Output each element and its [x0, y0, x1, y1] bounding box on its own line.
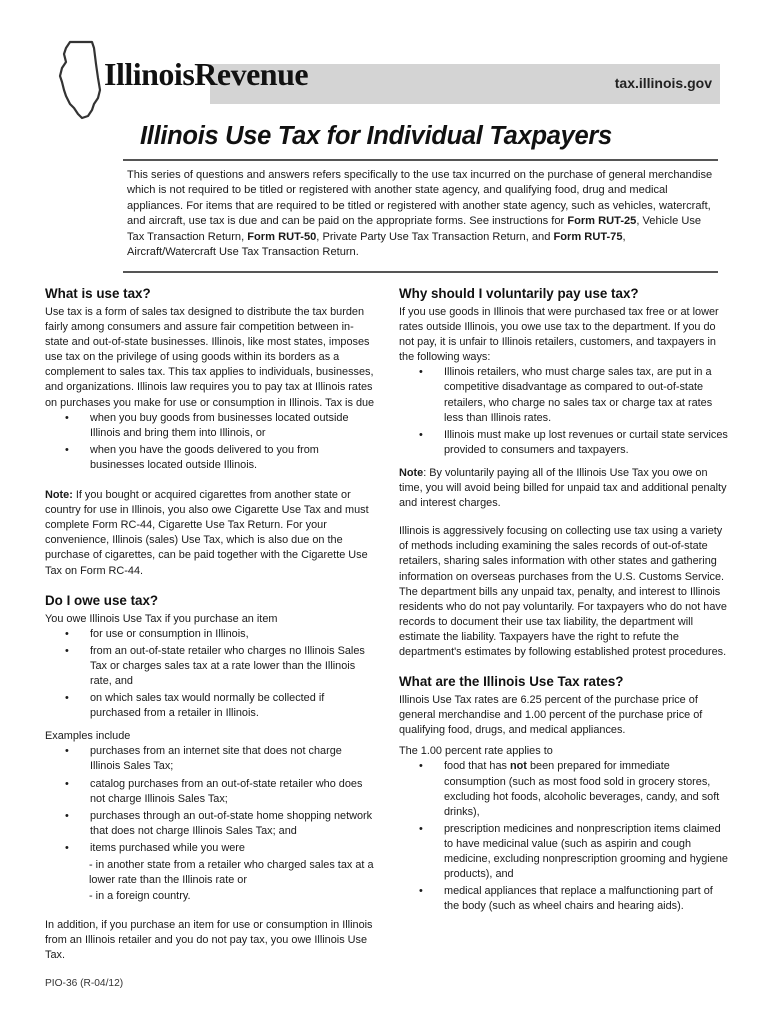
- owe-intro-text: You owe Illinois Use Tax if you purchase an item: [45, 612, 278, 625]
- sub-item: - in another state from a retailer who charged sales tax at a lower rate than the Illinois rate or: [89, 859, 374, 887]
- voluntary-note: [399, 466, 729, 511]
- additional-info-text: In addition, if you purchase an item for use or consumption in Illinois from an Illinois retailer and you do not pay tax, you owe Illinois Use Tax.: [45, 919, 373, 962]
- rate-items-list: [399, 759, 729, 914]
- list-item: • items purchased while you were: [45, 841, 375, 856]
- divider-top: [123, 159, 718, 161]
- cigarette-note: [45, 488, 375, 579]
- list-item: • purchases from an internet site that does not charge Illinois Sales Tax;: [45, 744, 375, 774]
- note-text: If you bought or acquired cigarettes from another state or country for use in Illinois, you also owe Cigarette Use Tax and must complete Form RC-44, Cigarette Use Tax Return. For your convenience, Illinois (sales) Use Tax, which is also due on the purchase of cigarettes, can be paid together with the Cigarette Use Tax on Form RC-44.: [45, 489, 369, 577]
- left-column: [45, 285, 375, 964]
- list-item: • prescription medicines and nonprescription items claimed to have medicinal value (such as aspirin and cough medicine, excluding nonprescription grooming and hygiene products), and: [399, 822, 729, 882]
- spacer: [399, 511, 729, 524]
- spacer: [45, 475, 375, 488]
- divider-bottom: [123, 271, 718, 273]
- owe-conditions-list: [45, 627, 375, 722]
- sub-item: - in a foreign country.: [89, 890, 191, 903]
- tax-due-list: [45, 411, 375, 473]
- list-item: [399, 759, 729, 819]
- spacer: [399, 660, 729, 673]
- tax-rates-text: Illinois Use Tax rates are 6.25 percent of the purchase price of general merchandise and 1.00 percent of the purchase price of qualifying food, drugs, and medical appliances.: [399, 694, 703, 737]
- form-code: PIO-36 (R-04/12): [45, 978, 124, 989]
- site-url[interactable]: tax.illinois.gov: [614, 75, 712, 91]
- food-text-bold: not: [510, 760, 527, 773]
- food-text-post: been prepared for immediate consumption (such as most food sold in grocery stores, excluding hot foods, alcoholic beverages, candy, and soft drinks),: [444, 760, 720, 818]
- heading-tax-rates: What are the Illinois Use Tax rates?: [399, 674, 624, 690]
- heading-do-i-owe: Do I owe use tax?: [45, 592, 159, 608]
- right-column: [399, 285, 729, 916]
- list-item: • when you have the goods delivered to you from businesses located outside Illinois.: [45, 443, 375, 473]
- list-item: • medical appliances that replace a malfunctioning part of the body (such as wheel chairs and hearing aids).: [399, 884, 729, 914]
- unfair-list: [399, 365, 729, 458]
- what-is-use-tax-text: Use tax is a form of sales tax designed to distribute the tax burden fairly among consumers and assure fair competition between in-state and out-of-state businesses. Illinois, like most states, imposes use tax on the privilege of using goods within its borders as a complement to sales tax. This tax applies to individuals, businesses, and organizations. Illinois law requires you to pay tax at Illinois rates on purchases you make for use or consumption in Illinois. Tax is due: [45, 306, 375, 409]
- intro-paragraph: [127, 168, 717, 260]
- intro-form-rut-50: Form RUT-50: [247, 230, 317, 243]
- heading-what-is-use-tax: What is use tax?: [45, 286, 151, 301]
- list-item: • purchases through an out-of-state home shopping network that does not charge Illinois Sales Tax; and: [45, 809, 375, 839]
- intro-text-4: , Aircraft/Watercraft Use Tax Transaction Return.: [127, 230, 626, 259]
- note-label: Note: [399, 466, 424, 479]
- rate-applies-label: The 1.00 percent rate applies to: [399, 745, 553, 758]
- intro-text-3: , Private Party Use Tax Transaction Return, and: [316, 230, 554, 243]
- logo-revenue: Revenue: [194, 56, 309, 92]
- list-item: • Illinois retailers, who must charge sales tax, are put in a competitive disadvantage as compared to out-of-state retailers, who charge no sales tax or charge tax at rates less than Illinois rates.: [399, 365, 729, 425]
- list-item: • Illinois must make up lost revenues or curtail state services provided to consumers and taxpayers.: [399, 428, 729, 458]
- intro-form-rut-25: Form RUT-25: [567, 215, 637, 228]
- logo-illinois: Illinois: [104, 56, 195, 92]
- list-item: • on which sales tax would normally be collected if purchased from a retailer in Illinois.: [45, 691, 375, 721]
- list-item: • from an out-of-state retailer who charges no Illinois Sales Tax or charges sales tax at a rate lower than the Illinois rate, and: [45, 644, 375, 689]
- examples-list: [45, 744, 375, 856]
- note-label: Note:: [45, 489, 73, 502]
- illinois-state-outline-icon: [56, 38, 108, 122]
- list-item: • catalog purchases from an out-of-state retailer who does not charge Illinois Sales Tax;: [45, 777, 375, 807]
- intro-text-2: , Vehicle Use Tax Transaction Return,: [127, 215, 702, 243]
- intro-text-1: This series of questions and answers refers specifically to the use tax incurred on the purchase of general merchandise which is not required to be titled or registered with another state agency, and qualifying food, drug and medical appliances. For items that are required to be titled or registered with another state agency, such as vehicles, watercraft, and aircraft, use tax is due and can be paid on the appropriate forms. See instructions for: [127, 169, 713, 228]
- sub-list: [45, 858, 375, 904]
- note-text: : By voluntarily paying all of the Illinois Use Tax you owe on time, you will avoid being billed for unpaid tax and additional penalty and interest charges.: [399, 466, 727, 510]
- collection-methods-text: Illinois is aggressively focusing on collecting use tax using a variety of methods including examining the sales records of out-of-state retailers, sharing sales information with other states and gathering information on overseas purchases from the U.S. Customs Service. The department bills any unpaid tax, penalty, and interest to Illinois residents who do not pay voluntarily. For taxpayers who do not have records to document their use tax liability, the department will estimate the liability. Taxpayers have the right to refute the department's estimates by following established protest procedures.: [399, 525, 727, 658]
- logo: [104, 56, 308, 93]
- document-title: Illinois Use Tax for Individual Taxpayers: [140, 122, 612, 150]
- food-text-pre: food that has: [444, 760, 510, 773]
- list-item: • for use or consumption in Illinois,: [45, 627, 375, 642]
- list-item: • when you buy goods from businesses located outside Illinois and bring them into Illinois, or: [45, 411, 375, 441]
- why-pay-text: If you use goods in Illinois that were purchased tax free or at lower rates outside Illinois, you owe use tax to the department. If you do not pay, it is unfair to Illinois retailers, customers, and taxpayers in the following ways:: [399, 306, 719, 364]
- spacer: [45, 905, 375, 918]
- intro-form-rut-75: Form RUT-75: [553, 230, 623, 243]
- heading-why-pay: Why should I voluntarily pay use tax?: [399, 286, 639, 301]
- spacer: [45, 579, 375, 592]
- examples-label: Examples include: [45, 730, 131, 743]
